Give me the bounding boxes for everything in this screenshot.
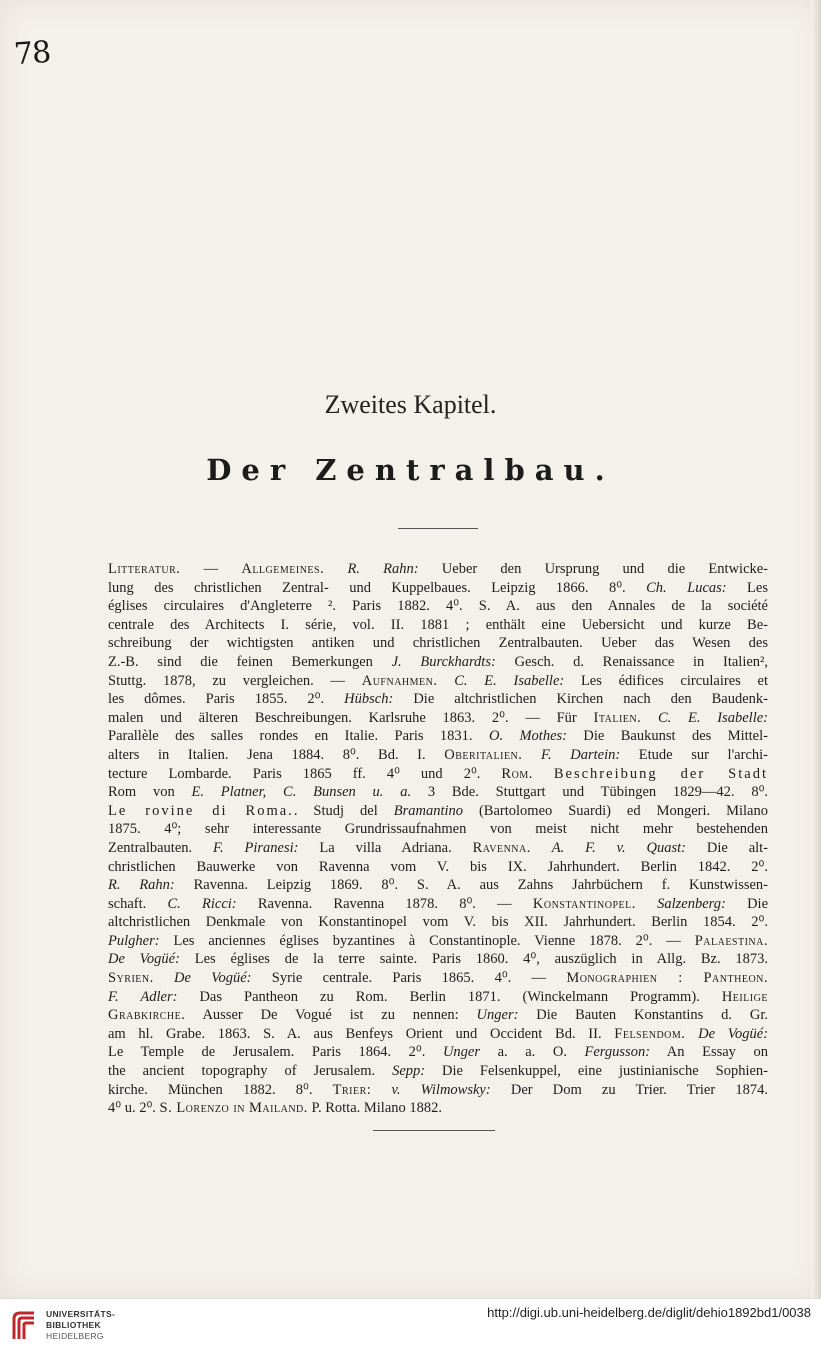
text-run: De Vogüé: [698, 1025, 769, 1042]
text-run: Palaestina. [694, 932, 768, 949]
text-run: Les églises de la terre sainte. Paris 1860. 4⁰, auszüglich in Allg. Bz. 1873. [179, 951, 768, 968]
text-run: Zentralbauten. [108, 839, 214, 856]
text-line [108, 709, 768, 728]
text-run: malen und älteren Beschreibungen. Karlsruhe 1863. 2⁰. — Für [108, 709, 594, 726]
text-run: Heilige [721, 988, 768, 1005]
text-run: Das Pantheon zu Rom. Berlin 1871. (Winckelmann Programm). [177, 988, 722, 1005]
text-run: Oberitalien. [444, 746, 523, 763]
text-run: A. F. v. Quast: [551, 839, 686, 856]
text-run: Allgemeines. [241, 561, 325, 577]
text-run: C. E. Isabelle: [454, 672, 565, 689]
text-line [108, 913, 768, 932]
text-run: S. Lorenzo in Mailand. [159, 1100, 308, 1117]
text-run: Die alt- [685, 839, 769, 856]
text-run [522, 747, 541, 763]
text-run: kirche. München 1882. 8⁰. [108, 1081, 333, 1098]
text-run: Le Temple de Jerusalem. Paris 1864. 2⁰. [108, 1044, 443, 1061]
text-run: Syrie centrale. Paris 1865. 4⁰. — [251, 970, 567, 987]
text-run: Les [726, 579, 768, 596]
text-line [108, 858, 768, 877]
text-run: 3 Bde. Stuttgart und Tübingen 1829—42. 8⁰. [411, 784, 769, 801]
text-run: Salzenberg: [657, 895, 726, 912]
text-run [636, 896, 657, 912]
text-run: F. Piranesi: [213, 839, 299, 856]
text-run: Der Dom zu Trier. Trier 1874. [490, 1081, 768, 1098]
text-run: altchristlichen Denkmale von Konstantinopel vom V. bis XII. Jahrhundert. Berlin 1854. 2⁰. [108, 914, 768, 931]
text-run: E. Platner, C. Bunsen u. a. [191, 784, 412, 801]
text-run [685, 1026, 698, 1042]
text-run: C. Ricci: [167, 895, 237, 912]
text-line [108, 597, 768, 616]
text-run: Gesch. d. Renaissance in Italien², [495, 653, 769, 670]
text-run: P. Rotta. Milano 1882. [307, 1100, 443, 1117]
text-run: Unger [442, 1044, 480, 1061]
text-run: Parallèle des salles rondes en Italie. Paris 1831. [108, 728, 489, 745]
text-line [108, 616, 768, 635]
text-run: Ch. Lucas: [646, 579, 727, 596]
text-run: Grabkirche. [108, 1007, 186, 1024]
text-run: Bramantino [393, 802, 463, 819]
text-run: Unger: [476, 1007, 519, 1024]
text-run: Trier: [332, 1081, 372, 1098]
text-run: schreibung der wichtigsten antiken und christlichen Zentralbauten. Ueber das Wesen des [108, 635, 768, 652]
logo-line-2: BIBLIOTHEK [46, 1320, 101, 1330]
text-line [108, 783, 768, 802]
text-run: Syrien. [108, 970, 154, 987]
text-run [531, 840, 552, 856]
divider-top [398, 528, 478, 529]
text-run: C. E. Isabelle: [658, 709, 768, 726]
chapter-title: Der Zentralbau. [206, 453, 615, 487]
text-run: Aufnahmen. [361, 672, 438, 689]
text-run: Ravenna. Leipzig 1869. 8⁰. S. A. aus Zahns Jahrbüchern f. Kunstwissen- [174, 877, 768, 894]
text-run: les dômes. Paris 1855. 2⁰. [108, 691, 345, 708]
text-run: R. Rahn: [347, 561, 419, 577]
text-run: De Vogüé: [174, 970, 252, 987]
text-run: 1875. 4⁰; sehr interessante Grundrissaufnahmen von meist nicht mehr bestehenden [108, 821, 768, 838]
text-run: Felsendom. [614, 1025, 686, 1042]
text-run: — [180, 561, 242, 577]
text-run: alters in Italien. Jena 1884. 8⁰. Bd. I. [108, 746, 445, 763]
page-edge [811, 0, 821, 1298]
text-run: Die altchristlichen Kirchen nach den Baudenk- [393, 691, 769, 708]
text-run: Konstantinopel. [532, 895, 636, 912]
text-run [438, 673, 455, 689]
text-run: Les édifices circulaires et [564, 672, 769, 689]
text-run: Hübsch: [344, 691, 394, 708]
text-run: schaft. [108, 895, 168, 912]
text-run: An Essay on [650, 1044, 769, 1061]
text-line [108, 1062, 768, 1081]
text-run: églises circulaires d'Angleterre ². Paris 1882. 4⁰. S. A. aus den Annales de la société [108, 598, 768, 615]
text-line [108, 895, 768, 914]
logo-line-3: HEIDELBERG [46, 1331, 104, 1341]
text-line [108, 560, 768, 579]
text-run: Die [725, 895, 769, 912]
text-run: Sepp: [392, 1063, 426, 1080]
text-run [324, 561, 347, 577]
text-run: . Studj del [293, 802, 394, 819]
text-run: v. Wilmowsky: [391, 1081, 491, 1098]
divider-bottom [373, 1130, 495, 1131]
text-run: Le rovine di Roma. [108, 802, 294, 819]
text-run: Pulgher: [108, 932, 160, 949]
text-run: Ueber den Ursprung und die Entwicke- [418, 561, 769, 577]
text-run [154, 970, 174, 986]
text-run: Etude sur l'archi- [620, 746, 768, 763]
text-line [108, 988, 768, 1007]
text-run: R. Rahn: [108, 877, 175, 894]
text-line [108, 1006, 768, 1025]
text-run: Ausser De Vogué ist zu nennen: [185, 1007, 477, 1024]
text-run: De Vogüé: [108, 951, 180, 968]
text-line [108, 765, 768, 784]
text-run [371, 1082, 391, 1098]
text-run: tecture Lombarde. Paris 1865 ff. 4⁰ und 2⁰. [108, 765, 502, 782]
text-run: a. a. O. [480, 1044, 585, 1061]
text-run: Die Felsenkuppel, eine justinianische Sophien- [425, 1063, 768, 1080]
text-run: Litteratur. [108, 561, 181, 577]
text-run: Rom von [108, 784, 192, 801]
text-line [108, 950, 768, 969]
text-line [108, 1081, 768, 1100]
text-run: (Bartolomeo Suardi) ed Mongeri. Milano [463, 802, 768, 819]
page-number: 78 [12, 34, 52, 73]
text-run: Stuttg. 1878, zu vergleichen. — [108, 672, 362, 689]
text-run: 4⁰ u. 2⁰. [108, 1100, 160, 1117]
text-run: Rom. [501, 765, 533, 782]
text-run: F. Adler: [108, 988, 178, 1005]
text-run [641, 710, 658, 726]
text-run: Die Bauten Konstantins d. Gr. [518, 1007, 768, 1024]
text-line [108, 1099, 768, 1118]
text-line [108, 690, 768, 709]
text-line [108, 932, 768, 951]
text-run: lung des christlichen Zentral- und Kuppelbaues. Leipzig 1866. 8⁰. [108, 579, 647, 596]
text-run: Ravenna. [472, 839, 531, 856]
text-run: Italien. [593, 709, 642, 726]
text-run: J. Burckhardts: [391, 653, 496, 670]
text-line [108, 1025, 768, 1044]
text-run: Beschreibung der Stadt [553, 765, 768, 782]
logo-line-1: UNIVERSITÄTS- [46, 1309, 116, 1319]
text-line [108, 634, 768, 653]
text-line [108, 820, 768, 839]
chapter-heading: Zweites Kapitel. [324, 390, 497, 419]
text-run: Monographien : Pantheon. [566, 970, 769, 987]
text-line [108, 839, 768, 858]
text-run: O. Mothes: [488, 728, 567, 745]
library-logo-icon [10, 1309, 38, 1343]
text-run: F. Dartein: [541, 746, 621, 763]
text-run: Fergusson: [584, 1044, 651, 1061]
text-run: Les anciennes églises byzantines à Constantinople. Vienne 1878. 2⁰. — [159, 932, 695, 949]
text-line [108, 746, 768, 765]
text-line [108, 876, 768, 895]
text-line [108, 672, 768, 691]
text-line [108, 1043, 768, 1062]
text-line [108, 802, 768, 821]
text-run: am hl. Grabe. 1863. S. A. aus Benfeys Orient und Occident Bd. II. [108, 1025, 615, 1042]
text-line [108, 579, 768, 598]
text-run [533, 766, 554, 782]
text-run: La villa Adriana. [298, 839, 473, 856]
text-run: Die Baukunst des Mittel- [567, 728, 768, 745]
text-run: the ancient topography of Jerusalem. [108, 1063, 393, 1080]
viewer-footer [0, 1298, 821, 1355]
text-run: christlichen Bauwerke von Ravenna vom V. bis IX. Jahrhundert. Berlin 1842. 2⁰. [108, 858, 768, 875]
text-run: Ravenna. Ravenna 1878. 8⁰. — [236, 895, 533, 912]
text-line [108, 969, 768, 988]
text-line [108, 727, 768, 746]
text-line [108, 653, 768, 672]
text-run: Z.-B. sind die feinen Bemerkungen [108, 653, 392, 670]
permalink-url[interactable]: http://digi.ub.uni-heidelberg.de/diglit/dehio1892bd1/0038 [487, 1305, 811, 1320]
library-logo-text [46, 1309, 115, 1342]
bibliography-text [108, 560, 768, 1118]
text-run: centrale des Architects I. série, vol. II. 1881 ; enthält eine Uebersicht und kurze Be- [108, 616, 768, 633]
